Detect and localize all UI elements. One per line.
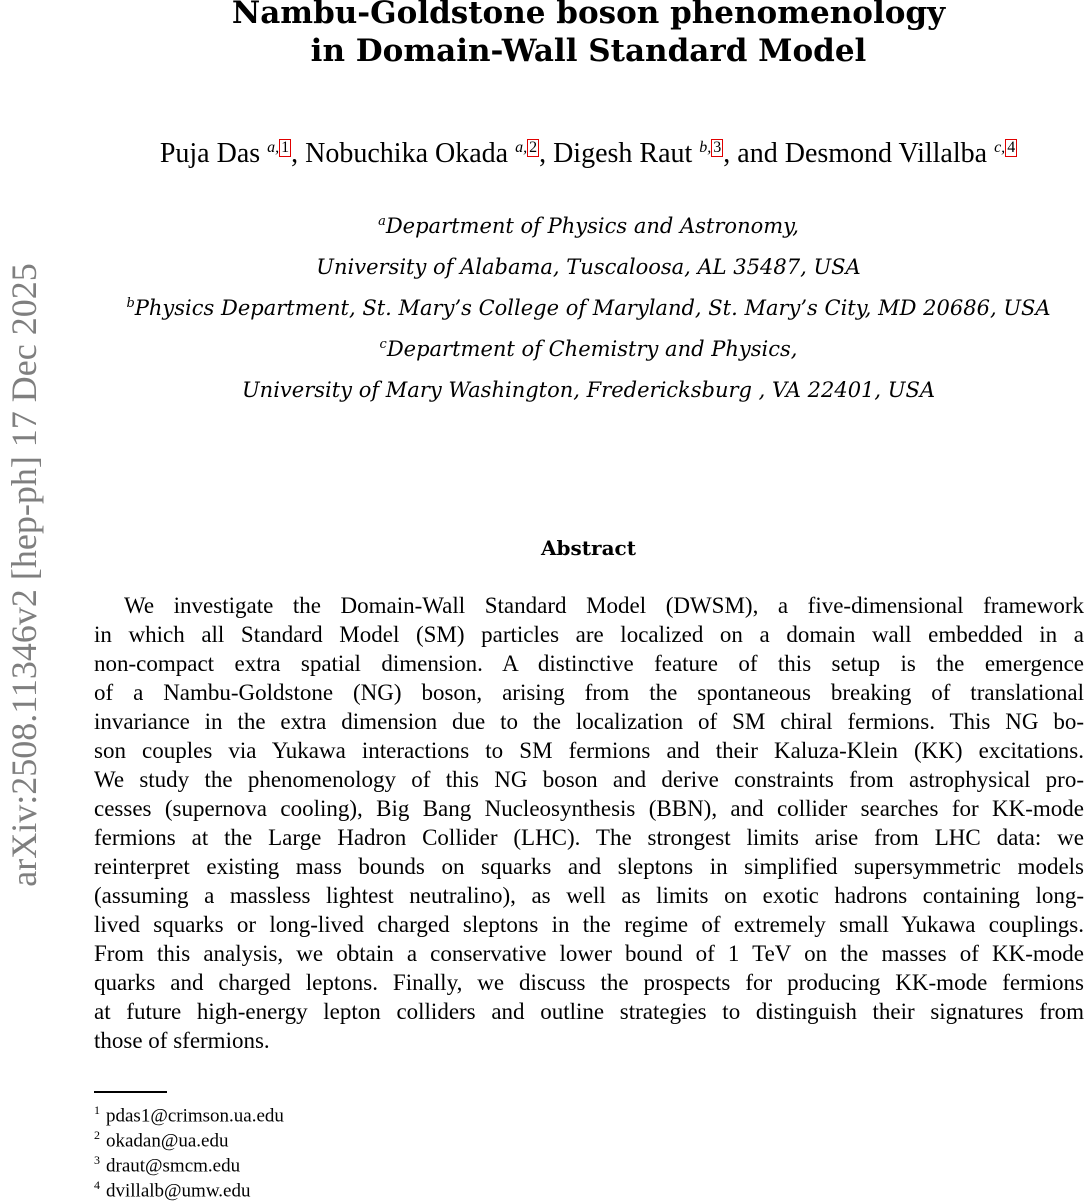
author-name: Puja Das <box>159 138 261 169</box>
abstract-line: in which all Standard Model (SM) particles are localized on a domain wall embedded in a <box>94 622 1084 647</box>
footnote-link[interactable]: 2 <box>529 138 538 156</box>
title-line-1: Nambu-Goldstone boson phenomenology <box>231 0 946 31</box>
paper-title <box>92 0 1085 70</box>
affiliation-c-line-2: University of Mary Washington, Fredericksburg , VA 22401, USA <box>241 378 936 402</box>
abstract-line: those of sfermions. <box>94 1028 270 1053</box>
title-line-2: in Domain-Wall Standard Model <box>310 33 867 69</box>
footnote-number: 2 <box>94 1128 100 1142</box>
abstract-line: (assuming a massless lightest neutralino), as well as limits on exotic hadrons containing long- <box>94 883 1084 908</box>
abstract-line: invariance in the extra dimension due to the localization of SM chiral fermions. This NG bo- <box>94 709 1084 734</box>
abstract-line: son couples via Yukawa interactions to SM fermions and their Kaluza-Klein (KK) excitations. <box>94 738 1084 763</box>
footnote-divider <box>94 1091 167 1093</box>
footnote-number: 1 <box>94 1103 100 1117</box>
abstract-line: lived squarks or long-lived charged sleptons in the regime of extremely small Yukawa couplings. <box>94 912 1084 937</box>
footnote-email: pdas1@crimson.ua.edu <box>106 1105 284 1127</box>
affiliation-a-line-1: $^a$Department of Physics and Astronomy, <box>378 214 799 238</box>
footnote-number: 3 <box>94 1153 100 1167</box>
author-separator: , and <box>723 138 785 169</box>
footnote-email: draut@smcm.edu <box>106 1155 241 1177</box>
footnote-number: 4 <box>94 1178 100 1192</box>
abstract-line: at future high-energy lepton colliders and outline strategies to distinguish their signatures from <box>94 999 1084 1024</box>
footnote-link[interactable]: 3 <box>713 138 722 156</box>
footnote-link[interactable]: 1 <box>281 138 290 156</box>
footnote-link[interactable]: 4 <box>1007 138 1016 156</box>
abstract-line: reinterpret existing mass bounds on squarks and sleptons in simplified supersymmetric models <box>94 854 1084 879</box>
author-separator: , <box>291 138 306 169</box>
arxiv-stamp <box>0 0 50 1200</box>
affiliation-b-line-1: $^b$Physics Department, St. Mary’s College of Maryland, St. Mary’s City, MD 20686, USA <box>126 296 1051 320</box>
author-affil-mark: a, 1 <box>267 138 290 156</box>
author-list <box>92 138 1085 170</box>
author-affil-mark: a, 2 <box>515 138 538 156</box>
arxiv-id: arXiv:2508.11346v2 [hep-ph] 17 Dec 2025 <box>4 263 44 887</box>
affiliation-mark: a <box>378 214 386 229</box>
affiliation-a-line-2: University of Alabama, Tuscaloosa, AL 35487, USA <box>316 255 861 279</box>
author-name: Desmond Villalba <box>784 138 988 169</box>
abstract-line: of a Nambu-Goldstone (NG) boson, arising from the spontaneous breaking of translational <box>94 680 1084 705</box>
footnote <box>94 1178 251 1202</box>
abstract-line: We study the phenomenology of this NG boson and derive constraints from astrophysical pro- <box>94 767 1084 792</box>
affiliation-mark: b <box>126 296 135 311</box>
affiliation-c-line-1: $^c$Department of Chemistry and Physics, <box>379 337 798 361</box>
footnote <box>94 1153 240 1177</box>
footnote-email: okadan@ua.edu <box>106 1130 229 1152</box>
abstract-line: non-compact extra spatial dimension. A distinctive feature of this setup is the emergence <box>94 651 1084 676</box>
abstract-line: cesses (supernova cooling), Big Bang Nucleosynthesis (BBN), and collider searches for KK-mode <box>94 796 1084 821</box>
author-affil-mark: b, 3 <box>699 138 722 156</box>
abstract-heading: Abstract <box>541 536 636 560</box>
abstract-line: From this analysis, we obtain a conservative lower bound of 1 TeV on the masses of KK-mode <box>94 941 1084 966</box>
author-name: Digesh Raut <box>553 138 693 169</box>
footnote <box>94 1103 284 1127</box>
abstract-line: fermions at the Large Hadron Collider (LHC). The strongest limits arise from LHC data: we <box>94 825 1084 850</box>
author-affil-mark: c, 4 <box>994 138 1016 156</box>
footnote <box>94 1128 228 1152</box>
footnote-email: dvillalb@umw.edu <box>106 1180 251 1202</box>
author-separator: , <box>539 138 554 169</box>
author-name: Nobuchika Okada <box>305 138 509 169</box>
abstract-line: quarks and charged leptons. Finally, we discuss the prospects for producing KK-mode fermions <box>94 970 1084 995</box>
affiliation-mark: c <box>379 337 387 352</box>
abstract-line: We investigate the Domain-Wall Standard Model (DWSM), a five-dimensional framework <box>124 593 1084 618</box>
